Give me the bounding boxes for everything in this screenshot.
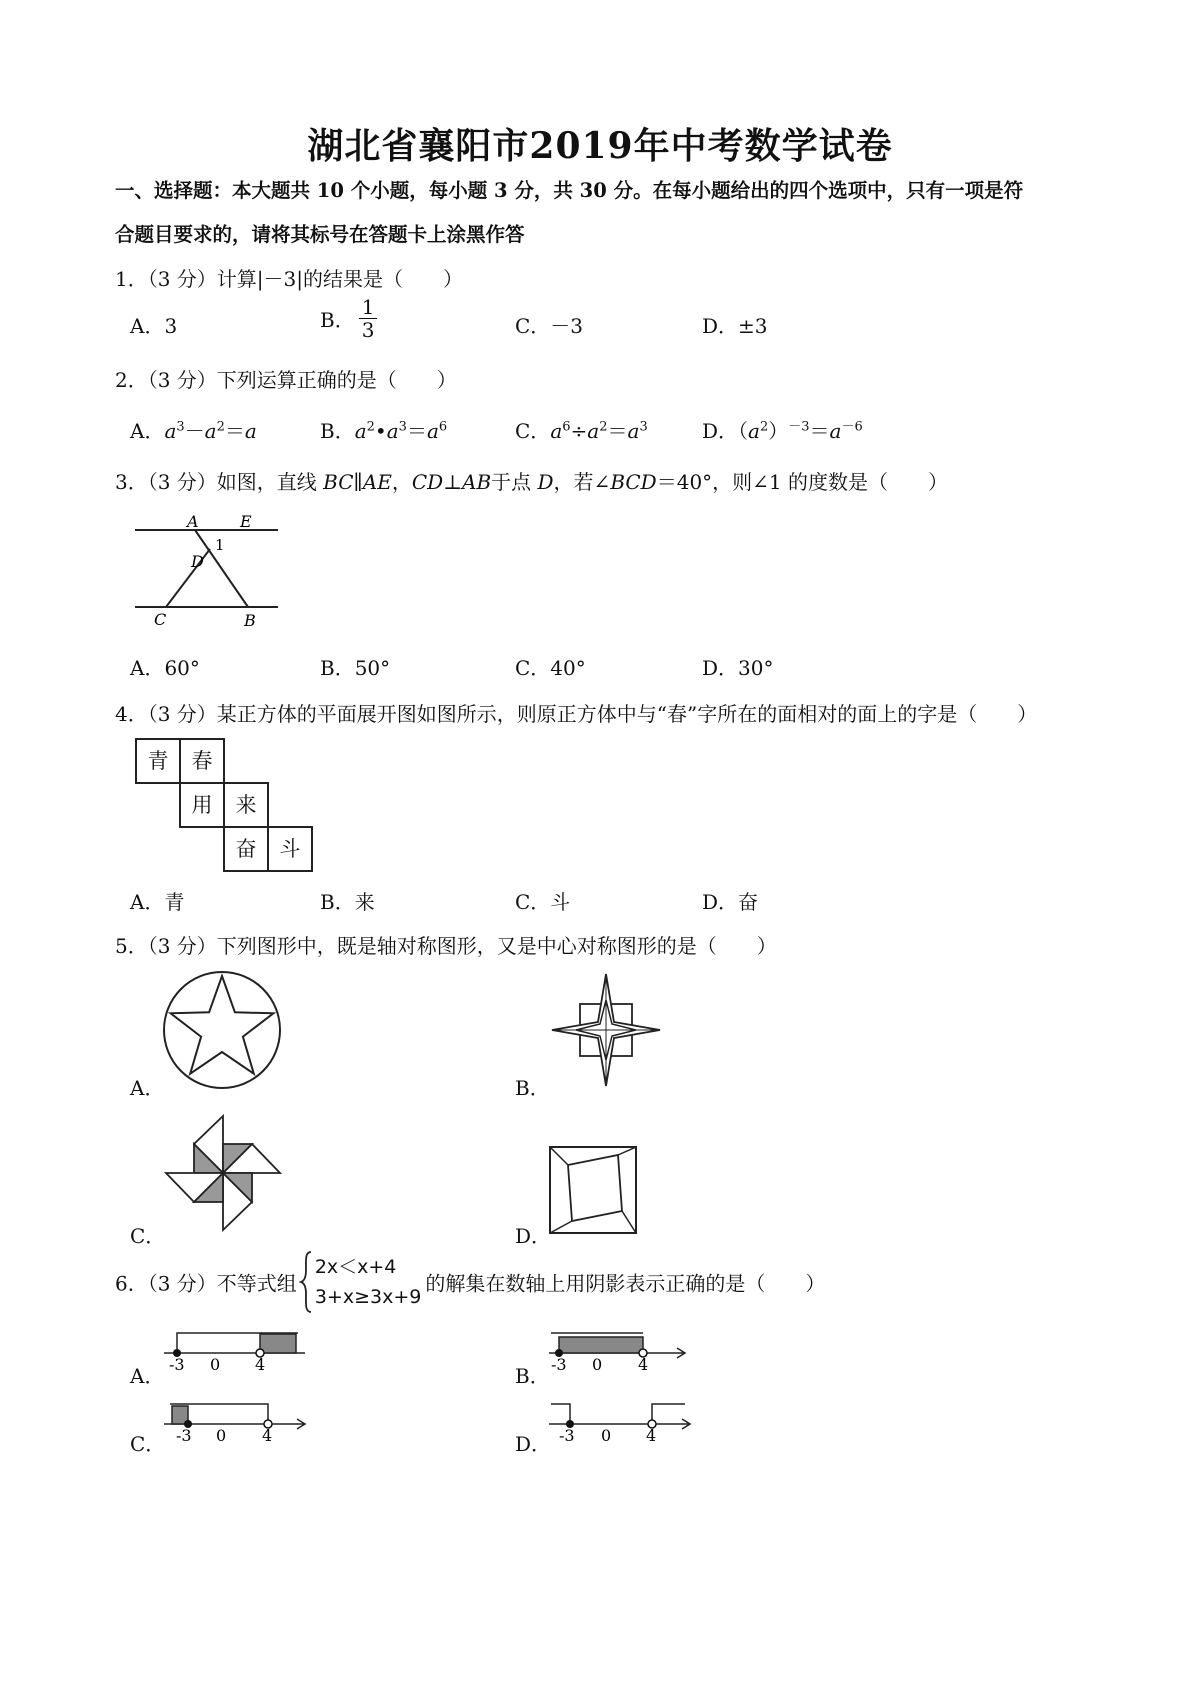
fraction-numerator: 1 [359, 296, 378, 319]
q4-option-a: A．青 [130, 890, 185, 914]
fraction-one-third [359, 296, 378, 341]
q6-number-line-d [545, 1396, 695, 1446]
cube-net [135, 738, 315, 873]
inequality-system [301, 1252, 422, 1312]
svg-text:-3: -3 [559, 1426, 575, 1445]
svg-text:4: 4 [638, 1355, 649, 1374]
q5-circle-star-figure [160, 968, 284, 1092]
svg-text:4: 4 [262, 1426, 273, 1445]
q6-option-a: A． [130, 1364, 165, 1388]
q3-stem: 3．（3 分）如图，直线 BC∥AE，CD⊥AB于点 D，若∠BCD＝40°，则∠1 的度数是（ ） [115, 470, 949, 494]
net-cell-qing: 青 [135, 738, 181, 784]
q2-option-a: A．$a^3-a^2=a$ [130, 419, 257, 443]
q6-number-line-a [160, 1325, 310, 1375]
svg-text:4: 4 [255, 1355, 266, 1374]
q6-stem: 6．（3 分）不等式组 2x＜x+4 3+x≥3x+9 的解集在数轴上用阴影表示正确的是（ ） [115, 1252, 825, 1312]
svg-text:0: 0 [601, 1426, 612, 1445]
q6-number-line-b [545, 1325, 695, 1375]
q2-option-c: C．$a^6\div a^2=a^3$ [515, 419, 648, 443]
net-cell-lai: 来 [223, 782, 269, 828]
fraction-denominator: 3 [361, 318, 375, 342]
net-cell-dou: 斗 [267, 826, 313, 872]
svg-text:-3: -3 [176, 1426, 192, 1445]
q3-option-c: C．40° [515, 656, 586, 680]
ineq-line-1: 2x＜x+4 [314, 1256, 397, 1278]
q6-option-b: B． [515, 1364, 550, 1388]
q1-stem: 1．（3 分）计算|－3|的结果是（ ） [115, 267, 464, 291]
section-heading-line2: 合题目要求的，请将其标号在答题卡上涂黑作答 [115, 223, 525, 246]
svg-text:0: 0 [210, 1355, 221, 1374]
q2-option-d: D．$(a^2)^{-3}=a^{-6}$ [702, 419, 863, 443]
brace-icon [299, 1250, 313, 1314]
q2-option-b: B．$a^2•a^3=a^6$ [320, 419, 448, 443]
svg-text:-3: -3 [551, 1355, 567, 1374]
label-angle-1: 1 [215, 536, 225, 554]
page-title: 湖北省襄阳市2019年中考数学试卷 [307, 125, 893, 167]
label-a: A [187, 512, 199, 531]
q5-option-d: D． [515, 1224, 552, 1248]
q5-square-in-square-figure [548, 1145, 638, 1235]
label-b: B [244, 611, 256, 630]
net-cell-fen: 奋 [223, 826, 269, 872]
net-cell-chun: 春 [179, 738, 225, 784]
q5-option-b: B． [515, 1076, 550, 1100]
q3-geometry-figure [130, 505, 290, 635]
section-heading-line1: 一、选择题：本大题共 10 个小题，每小题 3 分，共 30 分。在每小题给出的四个选项中，只有一项是符 [115, 179, 1024, 202]
svg-text:0: 0 [592, 1355, 603, 1374]
svg-text:-3: -3 [169, 1355, 185, 1374]
q5-stem: 5．（3 分）下列图形中，既是轴对称图形，又是中心对称图形的是（ ） [115, 934, 777, 958]
label-d: D [191, 552, 204, 571]
label-e: E [240, 512, 252, 531]
q4-option-c: C．斗 [515, 890, 571, 914]
q4-stem: 4．（3 分）某正方体的平面展开图如图所示，则原正方体中与“春”字所在的面相对的面上的字是（ ） [115, 702, 1038, 726]
q6-option-c: C． [130, 1432, 166, 1456]
q1-option-c: C．－3 [515, 314, 584, 338]
q1-option-b-prefix: B． [320, 308, 355, 332]
q1-option-d: D．±3 [702, 314, 768, 338]
q5-pinwheel-figure [162, 1112, 284, 1234]
q6-number-line-c [160, 1396, 310, 1446]
q3-option-b: B．50° [320, 656, 391, 680]
q4-option-b: B．来 [320, 890, 375, 914]
q6-option-d: D． [515, 1432, 552, 1456]
svg-text:4: 4 [646, 1426, 657, 1445]
ineq-line-2: 3+x≥3x+9 [314, 1286, 422, 1308]
label-c: C [154, 610, 167, 629]
q3-option-a: A．60° [130, 656, 200, 680]
q1-option-b [320, 296, 377, 341]
q5-option-c: C． [130, 1224, 166, 1248]
q5-option-a: A． [130, 1076, 165, 1100]
q1-option-a: A．3 [130, 314, 178, 338]
net-cell-yong: 用 [179, 782, 225, 828]
q2-stem: 2．（3 分）下列运算正确的是（ ） [115, 368, 457, 392]
q3-option-d: D．30° [702, 656, 774, 680]
q5-eight-point-star-figure [548, 970, 664, 1090]
q4-option-d: D．奋 [702, 890, 759, 914]
svg-text:0: 0 [216, 1426, 227, 1445]
